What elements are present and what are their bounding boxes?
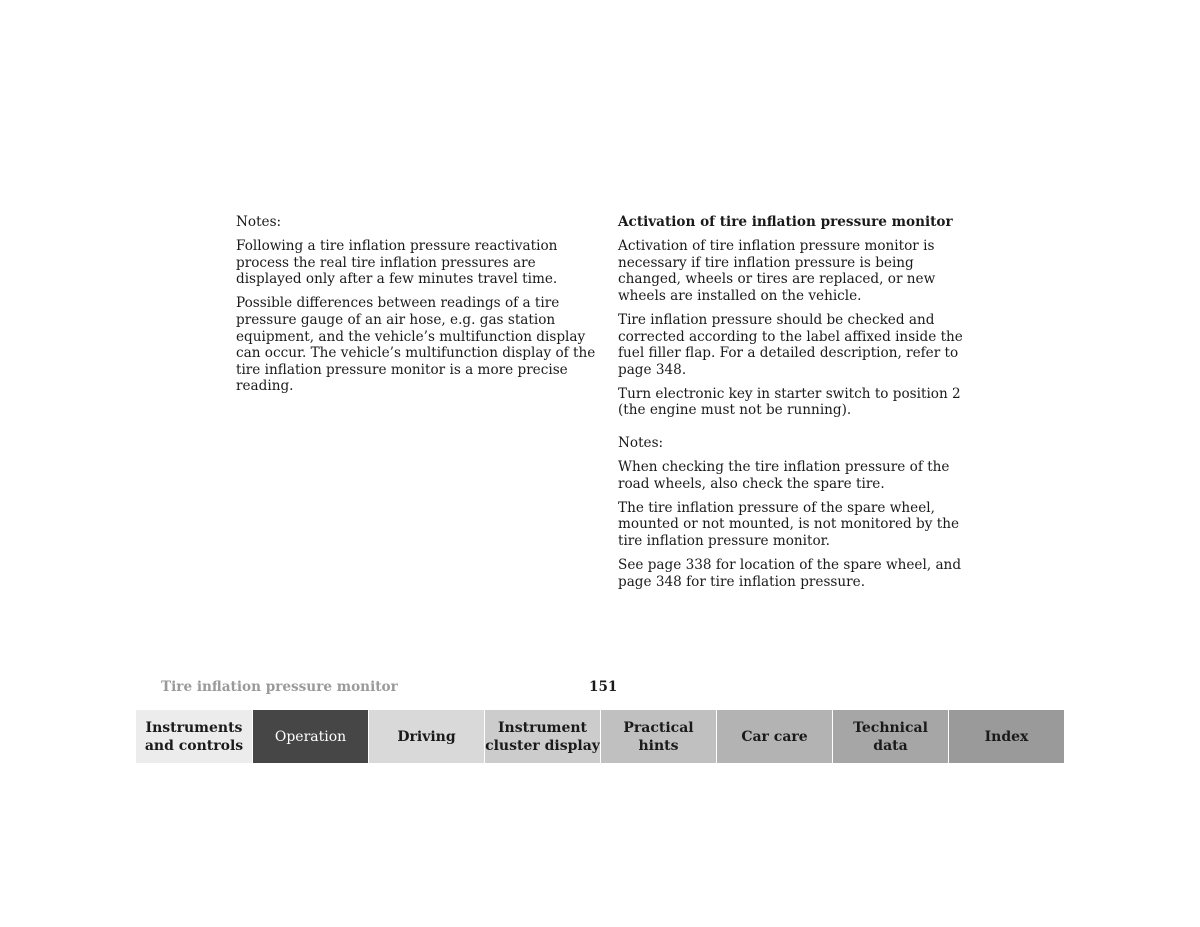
- footer-section-title: Tire inflation pressure monitor: [161, 679, 398, 695]
- tab-instruments-and-controls[interactable]: Instruments and controls: [136, 710, 252, 763]
- chapter-tab-bar: [136, 710, 1064, 763]
- tab-car-care[interactable]: Car care: [716, 710, 832, 763]
- notes-paragraph: When checking the tire inflation pressure of the road wheels, also check the spare tire.: [618, 459, 950, 492]
- tab-driving[interactable]: Driving: [368, 710, 484, 763]
- notes-paragraph: Possible differences between readings of a tire pressure gauge of an air hose, e.g. gas station equipment, and the vehicle’s multifunction display can occur. The vehicle’s multifunction display of the tire inflation pressure monitor is a more precise reading.: [236, 295, 596, 395]
- section-heading: Activation of tire inflation pressure monitor: [618, 214, 953, 230]
- tab-operation[interactable]: Operation: [252, 710, 368, 763]
- tab-instrument-cluster-display[interactable]: Instrument cluster display: [484, 710, 600, 763]
- body-paragraph: Tire inflation pressure should be checked and corrected according to the label affixed inside the fuel filler flap. For a detailed description, refer to page 348.: [618, 311, 963, 378]
- left-column: [236, 214, 596, 402]
- tab-index[interactable]: Index: [948, 710, 1064, 763]
- body-paragraph: Turn electronic key in starter switch to position 2 (the engine must not be running).: [618, 385, 961, 419]
- notes-label: Notes:: [618, 435, 664, 452]
- page-number: 151: [589, 679, 618, 695]
- tab-technical-data[interactable]: Technical data: [832, 710, 948, 763]
- right-column: [618, 214, 978, 598]
- notes-paragraph: See page 338 for location of the spare wheel, and page 348 for tire inflation pressure.: [618, 557, 962, 590]
- tab-practical-hints[interactable]: Practical hints: [600, 710, 716, 763]
- notes-paragraph: The tire inflation pressure of the spare wheel, mounted or not mounted, is not monitored by the tire inflation pressure monitor.: [618, 499, 959, 549]
- notes-label: Notes:: [236, 214, 282, 230]
- body-paragraph: Activation of tire inflation pressure monitor is necessary if tire inflation pressure is being changed, wheels or tires are replaced, or new wheels are installed on the vehicle.: [618, 238, 936, 304]
- notes-paragraph: Following a tire inflation pressure reactivation process the real tire inflation pressures are displayed only after a few minutes travel time.: [236, 238, 558, 288]
